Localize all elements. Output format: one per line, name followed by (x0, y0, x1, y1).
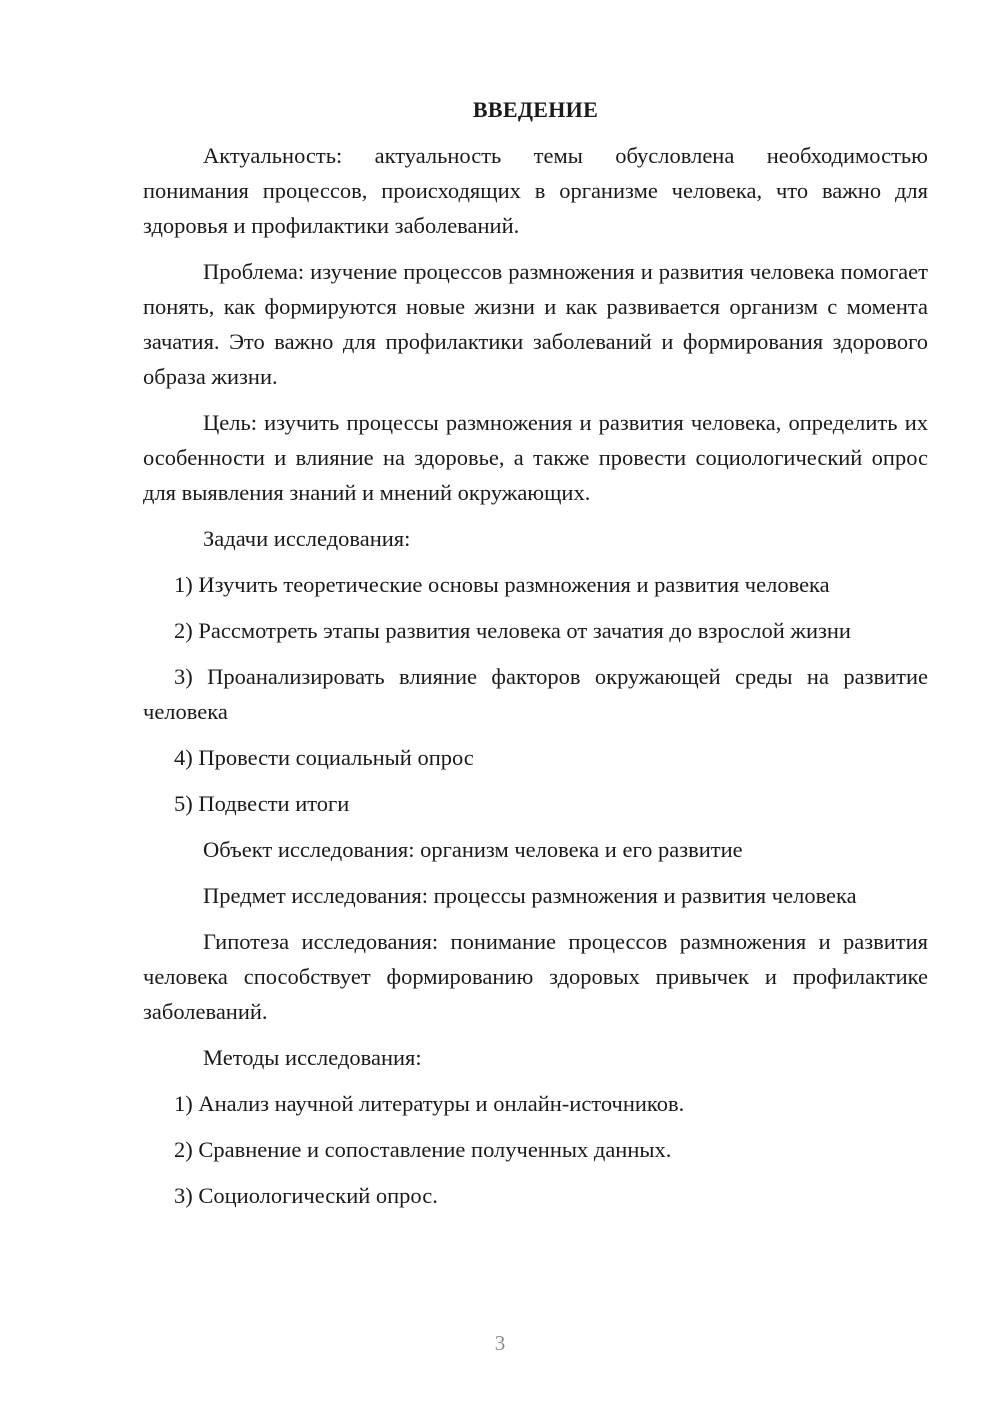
tasks-heading: Задачи исследования: (203, 526, 411, 551)
method-item: 1) Анализ научной литературы и онлайн-источников. (174, 1091, 685, 1116)
task-item: 4) Провести социальный опрос (174, 745, 474, 770)
goal-paragraph: Цель: изучить процессы размножения и развития человека, определить их особенности и влияние на здоровье, а также провести социологический опрос для выявления знаний и мнений окружающих. (143, 410, 928, 505)
problem-paragraph: Проблема: изучение процессов размножения и развития человека помогает понять, как формируются новые жизни и как развивается организм с момента зачатия. Это важно для профилактики заболеваний и формирования здорового образа жизни. (143, 259, 928, 389)
document-page (143, 92, 928, 1224)
page-number: 3 (494, 1331, 506, 1355)
methods-heading: Методы исследования: (203, 1045, 422, 1070)
object-line: Объект исследования: организм человека и его развитие (203, 837, 743, 862)
subject-line: Предмет исследования: процессы размножения и развития человека (203, 883, 857, 908)
task-item: 1) Изучить теоретические основы размножения и развития человека (174, 572, 830, 597)
method-item: 2) Сравнение и сопоставление полученных данных. (174, 1137, 672, 1162)
relevance-paragraph: Актуальность: актуальность темы обусловлена необходимостью понимания процессов, происходящих в организме человека, что важно для здоровья и профилактики заболеваний. (143, 143, 928, 238)
task-item: 5) Подвести итоги (174, 791, 350, 816)
task-item: 3) Проанализировать влияние факторов окружающей среды на развитие человека (143, 664, 928, 724)
page-title: ВВЕДЕНИЕ (472, 97, 599, 122)
task-item: 2) Рассмотреть этапы развития человека от зачатия до взрослой жизни (174, 618, 851, 643)
hypothesis-paragraph: Гипотеза исследования: понимание процессов размножения и развития человека способствует формированию здоровых привычек и профилактике заболеваний. (143, 929, 928, 1024)
method-item: 3) Социологический опрос. (174, 1183, 438, 1208)
